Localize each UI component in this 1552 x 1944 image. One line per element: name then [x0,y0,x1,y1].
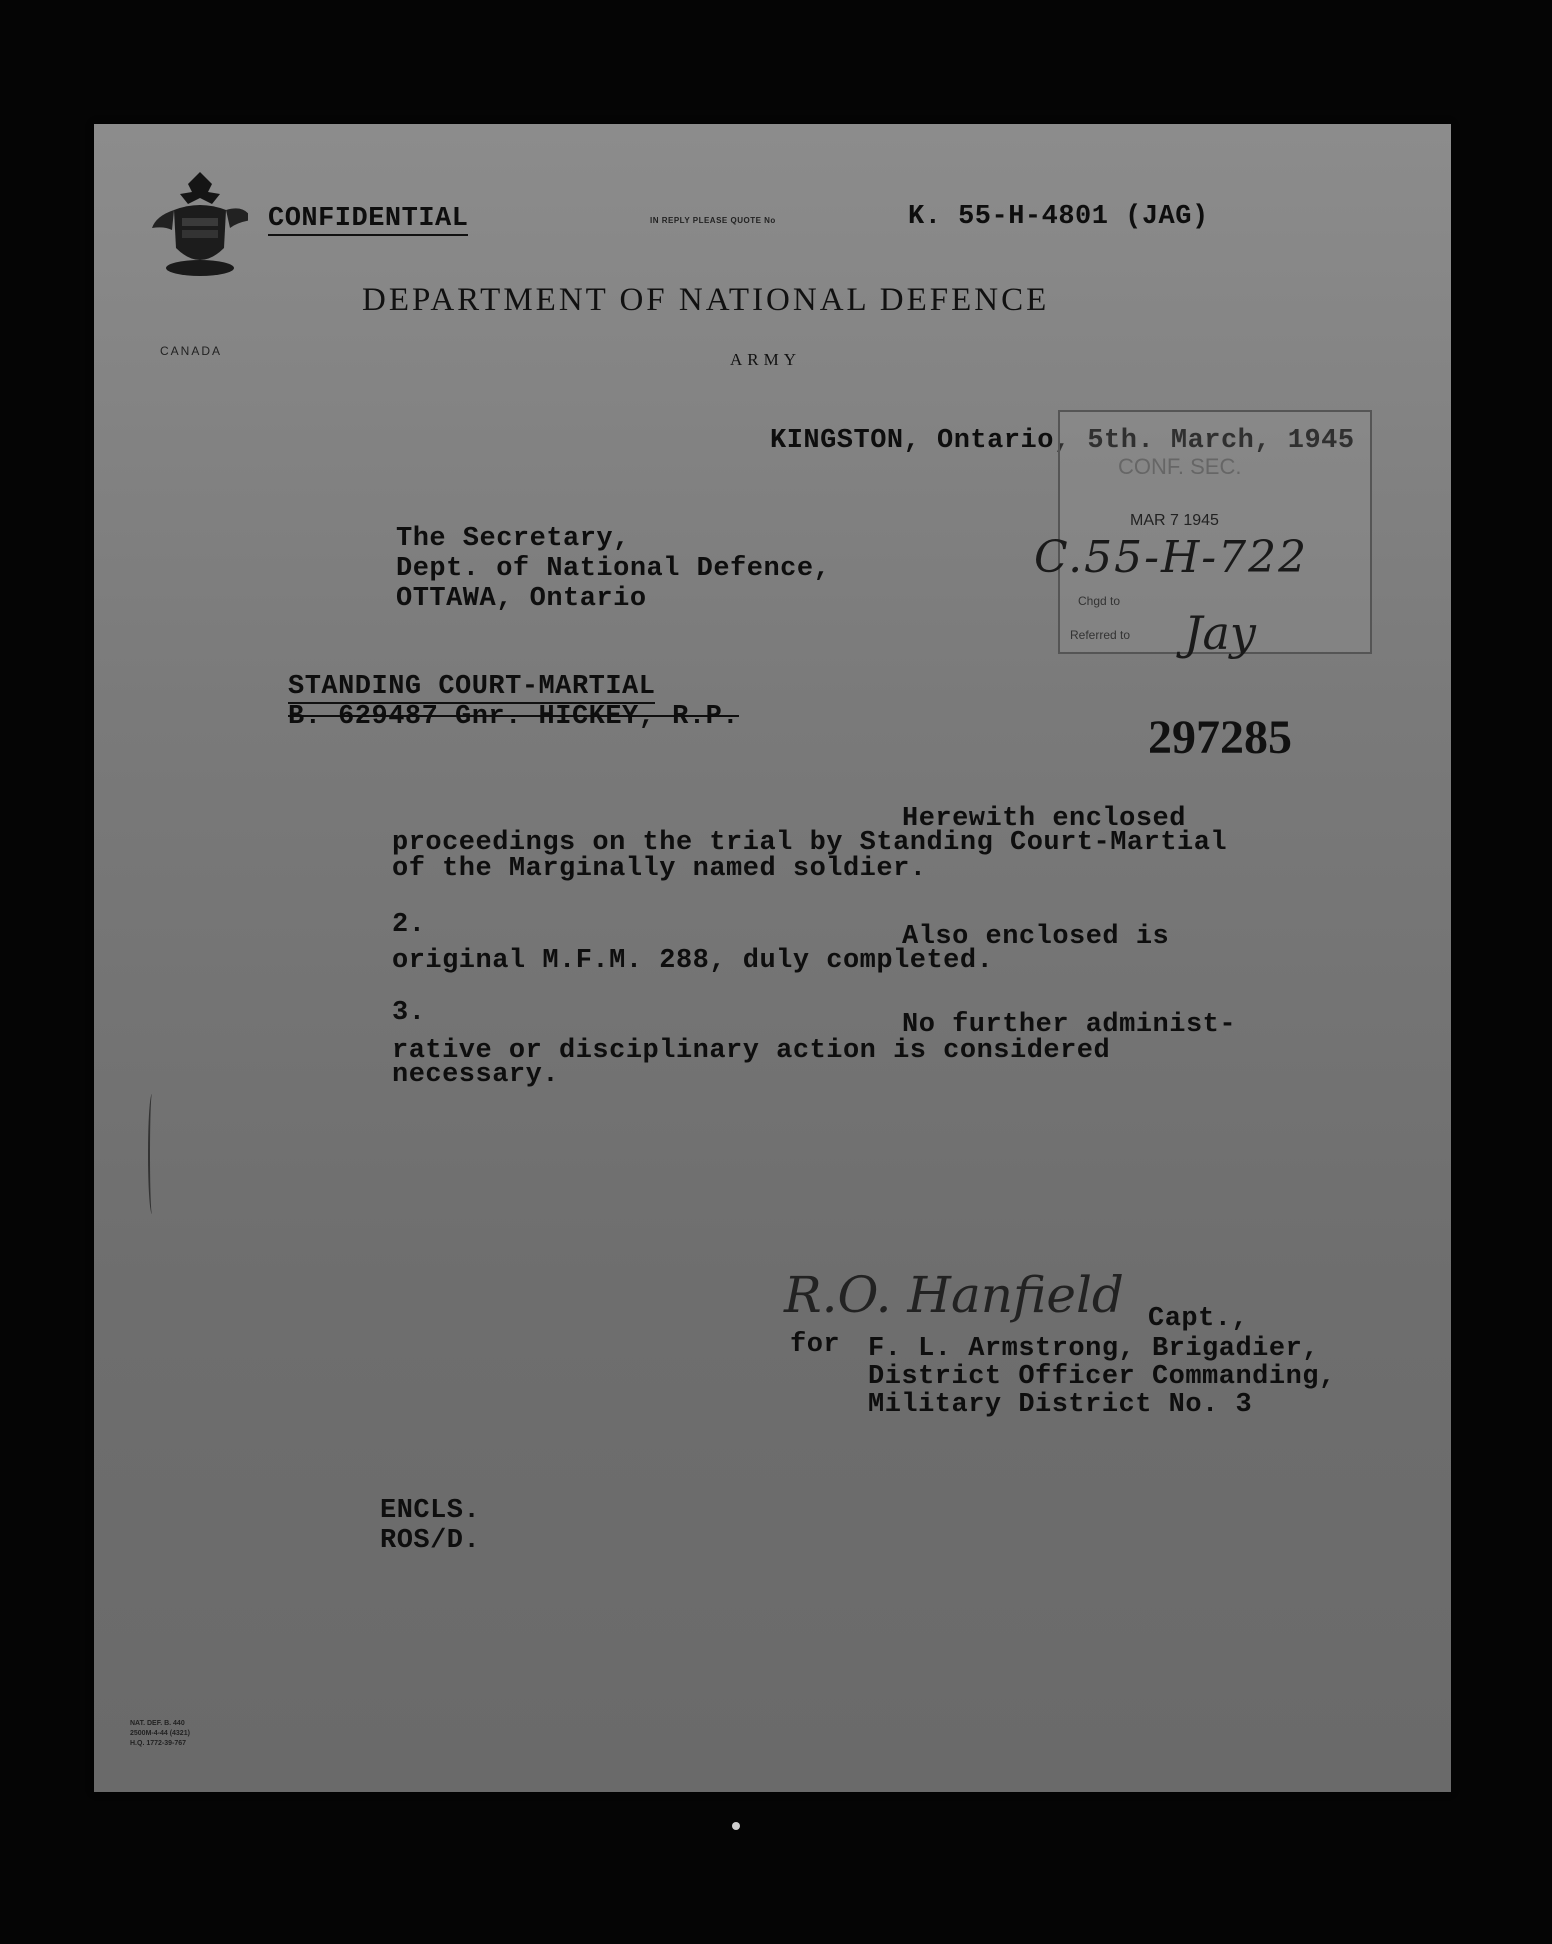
subject-line-1: STANDING COURT-MARTIAL [288,672,656,702]
signature-for: for [790,1330,841,1360]
form-number-line-2: 2500M-4-44 (4321) [130,1730,190,1737]
branch-heading: ARMY [730,350,802,369]
recipient-line-3: OTTAWA, Ontario [396,584,647,614]
margin-mark [148,1094,156,1214]
para-1-lead: Herewith enclosed [902,804,1186,834]
recipient-line-1: The Secretary, [396,524,630,554]
para-3-number: 3. [392,998,426,1028]
classification-label: CONFIDENTIAL [268,204,469,234]
stamped-number: 297285 [1148,711,1292,764]
form-number-line-3: H.Q. 1772-39-767 [130,1740,187,1747]
stamp-title: CONF. SEC. [1118,454,1242,479]
form-number-line-1: NAT. DEF. B. 440 [130,1720,185,1727]
reply-prompt: IN REPLY PLEASE QUOTE No [650,216,776,225]
stamp-referred-to: Referred to [1070,628,1131,642]
stamp-date: MAR 7 1945 [1130,512,1219,529]
canada-crest [152,164,248,284]
para-1-line-2: proceedings on the trial by Standing Court-Martial [392,828,1228,858]
reference-initials: ROS/D. [380,1526,481,1556]
para-3-lead: No further administ- [902,1010,1237,1040]
handwritten-signature: R.O. Hanfield [784,1266,1124,1324]
file-number: K. 55-H-4801 (JAG) [908,202,1209,232]
para-3-line-2: rative or disciplinary action is considered [392,1036,1111,1066]
place-date: KINGSTON, Ontario, 5th. March, 1945 [770,426,1355,456]
para-2-line-2: original M.F.M. 288, duly completed. [392,946,994,976]
signature-line-2: District Officer Commanding, [868,1362,1336,1392]
handwritten-initials: Jay [1184,606,1256,660]
para-2-number: 2. [392,910,426,940]
signature-line-1: F. L. Armstrong, Brigadier, [868,1334,1319,1364]
hole-punch-dot [732,1822,740,1830]
para-1-line-3: of the Marginally named soldier. [392,854,927,884]
handwritten-file-ref: C.55-H-722 [1034,532,1309,583]
stamp-charged-to: Chgd to [1078,594,1121,608]
para-3-line-3: necessary. [392,1060,560,1090]
department-heading: DEPARTMENT OF NATIONAL DEFENCE [362,282,1050,318]
enclosures-label: ENCLS. [380,1496,481,1526]
subject-line-2: B. 629487 Gnr. HICKEY, R.P. [288,702,739,732]
document-page [94,124,1451,1792]
signature-line-3: Military District No. 3 [868,1390,1253,1420]
signature-rank: Capt., [1148,1304,1249,1334]
crest-icon [152,164,248,284]
para-2-lead: Also enclosed is [902,922,1170,952]
crest-caption: CANADA [160,344,223,358]
recipient-line-2: Dept. of National Defence, [396,554,831,584]
